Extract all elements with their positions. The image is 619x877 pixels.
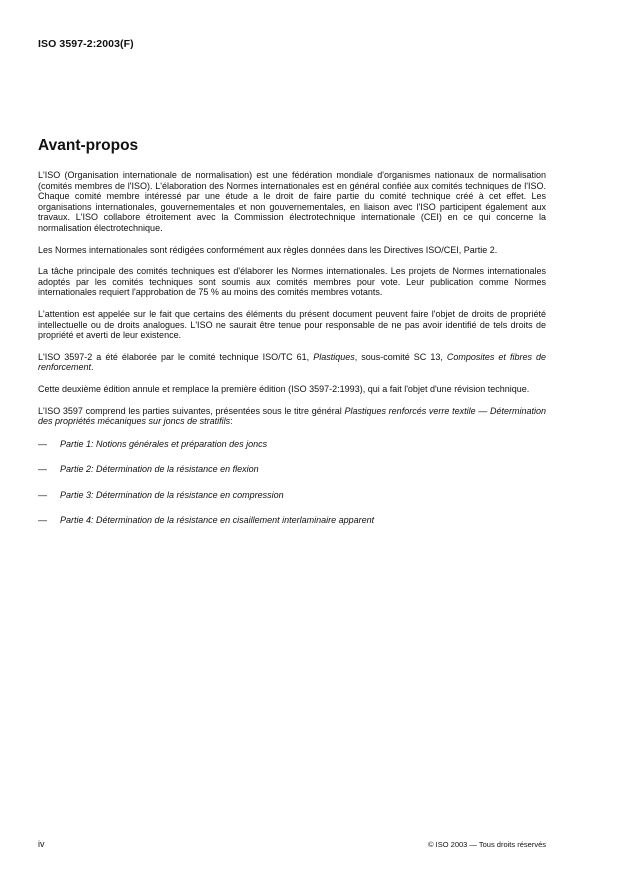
parts-list — [38, 439, 546, 526]
copyright-notice: © ISO 2003 — Tous droits réservés — [428, 840, 546, 849]
part-title: Partie 4: Détermination de la résistance en cisaillement interlaminaire apparent — [60, 515, 375, 526]
prepared-by-text: L'ISO 3597-2 a été élaborée par le comité technique ISO/TC 61, — [38, 351, 314, 362]
paragraph-edition: Cette deuxième édition annule et remplace la première édition (ISO 3597-2:1993), qui a fait l'objet d'une révision technique. — [38, 383, 530, 394]
list-item — [38, 490, 546, 501]
paragraph-technical-committees: La tâche principale des comités techniques est d'élaborer les Normes internationales. Les projets de Normes internationales adoptés par les comités techniques sont soumis aux comités membres pour vote. Leur publication comme Normes internationales requiert l'approbation de 75 % au moins des comités membres votants. — [38, 266, 546, 298]
document-id-header: ISO 3597-2:2003(F) — [38, 38, 134, 50]
list-item — [38, 515, 546, 526]
paragraph-directives: Les Normes internationales sont rédigées conformément aux règles données dans les Directives ISO/CEI, Partie 2. — [38, 244, 498, 255]
paragraph-patent-rights: L'attention est appelée sur le fait que certains des éléments du présent document peuvent faire l'objet de droits de propriété intellectuelle ou de droits analogues. L'ISO ne saurait être tenue pour responsable de ne pas avoir identifié de tels droits de propriété et averti de leur existence. — [38, 308, 546, 341]
general-title: Plastiques renforcés verre textile — Détermination des propriétés mécaniques sur joncs de stratifils — [38, 405, 546, 427]
prepared-by-middle: , sous-comité SC 13, — [354, 351, 447, 362]
paragraph-prepared-by — [38, 352, 546, 373]
subcommittee-name: Composites et fibres de renforcement — [38, 351, 547, 373]
list-item — [38, 464, 546, 475]
part-title: Partie 2: Détermination de la résistance en flexion — [60, 464, 259, 475]
committee-name: Plastiques — [313, 351, 355, 362]
part-title: Partie 1: Notions générales et préparation des joncs — [60, 438, 268, 449]
part-title: Partie 3: Détermination de la résistance en compression — [60, 489, 284, 500]
section-title: Avant-propos — [38, 137, 139, 154]
list-dash: — — [38, 438, 47, 449]
parts-intro-text: L'ISO 3597 comprend les parties suivantes, présentées sous le titre général — [38, 405, 345, 416]
list-dash: — — [38, 489, 47, 500]
prepared-by-end: . — [91, 362, 94, 373]
parts-intro-end: : — [230, 416, 233, 427]
page-number: iv — [38, 839, 45, 849]
paragraph-iso-organisation: L'ISO (Organisation internationale de normalisation) est une fédération mondiale d'organismes nationaux de normalisation (comités membres de l'ISO). L'élaboration des Normes internationales est en général confiée aux comités techniques de l'ISO. Chaque comité membre intéressé par une étude a le droit de faire partie du comité technique créé à cet effet. Les organisations internationales, gouvernementales et non gouvernementales, en liaison avec l'ISO participent également aux travaux. L'ISO collabore étroitement avec la Commission électrotechnique internationale (CEI) en ce qui concerne la normalisation électrotechnique. — [38, 170, 546, 233]
paragraph-parts-intro — [38, 406, 546, 427]
foreword-body — [38, 170, 546, 541]
list-dash: — — [38, 515, 47, 526]
list-dash: — — [38, 464, 47, 475]
list-item — [38, 439, 546, 450]
